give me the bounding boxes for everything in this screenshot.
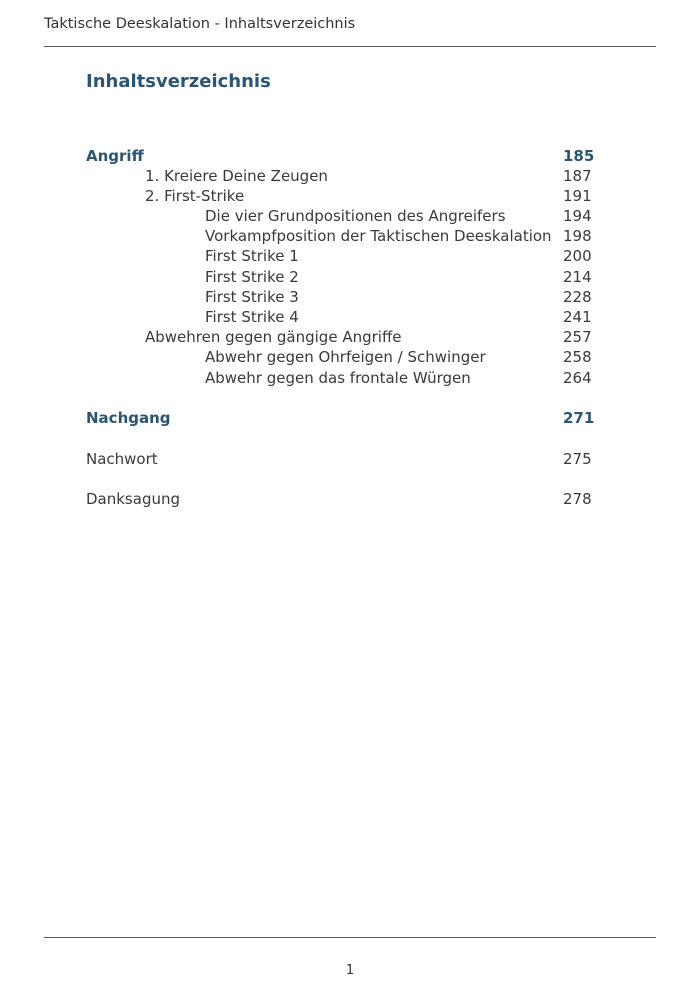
toc-entry-page: 275 xyxy=(563,450,592,468)
header-divider xyxy=(44,46,656,47)
toc-entry-page: 241 xyxy=(563,308,592,326)
footer-divider xyxy=(44,937,656,938)
toc-entry-nachgang[interactable] xyxy=(0,408,700,428)
toc-entry-label: Abwehren gegen gängige Angriffe xyxy=(145,328,402,346)
toc-entry-nachwort[interactable] xyxy=(0,449,700,469)
toc-entry-page: 257 xyxy=(563,328,592,346)
toc-entry-label: Abwehr gegen das frontale Würgen xyxy=(205,369,471,387)
toc-entry-first-strike-2[interactable] xyxy=(0,267,700,287)
toc-entry-page: 264 xyxy=(563,369,592,387)
toc-title: Inhaltsverzeichnis xyxy=(86,71,271,92)
toc-entry-page: 214 xyxy=(563,268,592,286)
toc-entry-label: Die vier Grundpositionen des Angreifers xyxy=(205,207,506,225)
toc-entry-first-strike-1[interactable] xyxy=(0,246,700,266)
toc-entry-first-strike-4[interactable] xyxy=(0,307,700,327)
toc-entry-first-strike-3[interactable] xyxy=(0,287,700,307)
page-number: 1 xyxy=(345,963,355,978)
toc-entry-label: First Strike 4 xyxy=(205,308,299,326)
toc-entry-label: Danksagung xyxy=(86,490,180,508)
toc-entry-label: 2. First-Strike xyxy=(145,187,245,205)
toc-entry-page: 200 xyxy=(563,247,592,265)
toc-entry-page: 198 xyxy=(563,227,592,245)
toc-entry-page: 187 xyxy=(563,167,592,185)
toc-entry-label: Abwehr gegen Ohrfeigen / Schwinger xyxy=(205,348,486,366)
toc-entry-kreiere-zeugen[interactable] xyxy=(0,166,700,186)
toc-entry-label: First Strike 1 xyxy=(205,247,299,265)
toc-entry-label: First Strike 2 xyxy=(205,268,299,286)
running-header: Taktische Deeskalation - Inhaltsverzeichnis xyxy=(44,16,356,32)
toc-entry-page: 278 xyxy=(563,490,592,508)
toc-entry-page: 194 xyxy=(563,207,592,225)
toc-entry-label: Nachwort xyxy=(86,450,158,468)
toc-entry-page: 185 xyxy=(563,147,595,165)
toc-entry-label: Vorkampfposition der Taktischen Deeskalation xyxy=(205,227,552,245)
toc-entry-label: 1. Kreiere Deine Zeugen xyxy=(145,167,328,185)
toc-entry-page: 228 xyxy=(563,288,592,306)
toc-entry-abwehr-wuergen[interactable] xyxy=(0,368,700,388)
toc-entry-label: First Strike 3 xyxy=(205,288,299,306)
toc-entry-page: 271 xyxy=(563,409,595,427)
toc-entry-label: Nachgang xyxy=(86,409,171,427)
toc-entry-page: 258 xyxy=(563,348,592,366)
toc-entry-abwehr-ohrfeigen[interactable] xyxy=(0,347,700,367)
toc-entry-first-strike[interactable] xyxy=(0,186,700,206)
toc-entry-angriff[interactable] xyxy=(0,146,700,166)
toc-entry-danksagung[interactable] xyxy=(0,489,700,509)
toc-entry-vorkampfposition[interactable] xyxy=(0,226,700,246)
toc-entry-page: 191 xyxy=(563,187,592,205)
toc-entry-label: Angriff xyxy=(86,147,144,165)
toc-entry-grundpositionen[interactable] xyxy=(0,206,700,226)
toc-entry-abwehren-angriffe[interactable] xyxy=(0,327,700,347)
